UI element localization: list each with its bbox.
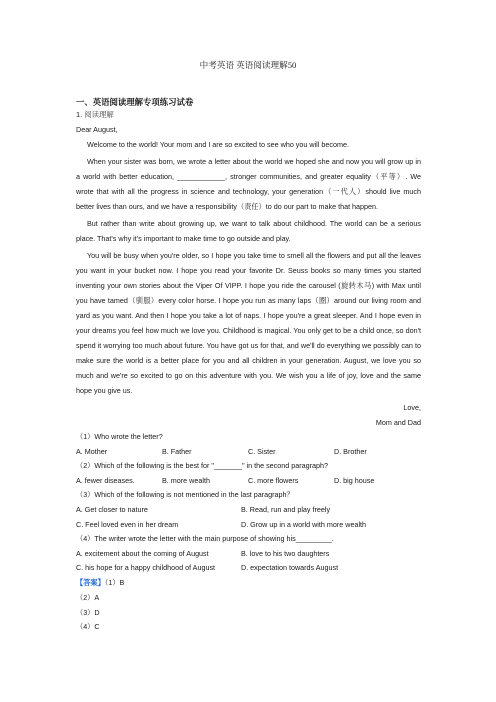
answer-line-1 bbox=[76, 576, 421, 591]
answer-item: （1）B bbox=[104, 577, 125, 587]
answer-item: （3）D bbox=[76, 607, 100, 617]
question-1-options bbox=[76, 445, 421, 460]
option-b: B. Read, run and play freely bbox=[241, 504, 331, 514]
question-4-options-row-1 bbox=[76, 547, 421, 562]
question-4-options-row-2 bbox=[76, 561, 421, 576]
option-a: A. Mother bbox=[76, 446, 108, 456]
question-4-stem: （4）The writer wrote the letter with the main purpose of showing his_________. bbox=[76, 534, 334, 544]
question-3-stem: （3）Which of the following is not mentioned in the last paragraph？ bbox=[76, 490, 294, 500]
question-1-stem: （1）Who wrote the letter? bbox=[76, 431, 163, 441]
option-a: A. fewer diseases. bbox=[76, 475, 135, 485]
question-header bbox=[76, 109, 421, 120]
question-2-options bbox=[76, 474, 421, 489]
question-number: 1. bbox=[76, 110, 83, 120]
option-a: A. Get closer to nature bbox=[76, 504, 148, 514]
letter-greeting: Dear August, bbox=[76, 124, 118, 134]
option-c: C. his hope for a happy childhood of August bbox=[76, 563, 216, 573]
question-3-options-row-2 bbox=[76, 518, 421, 533]
option-d: D. Grow up in a world with more wealth bbox=[241, 519, 367, 529]
question-type: 阅读理解 bbox=[84, 110, 114, 120]
option-d: D. Brother bbox=[334, 446, 367, 456]
option-c: C. more flowers bbox=[248, 475, 299, 485]
document-body bbox=[76, 97, 421, 635]
letter-paragraph-4: You will be busy when you're older, so I hope you take time to smell all the flowers and put all the leaves you want in your bucket now. I hope you read your favorite Dr. Seuss books so many times you started inventing your own stories about the Viper Of VIPP. I hope you ride the carousel (旋转木马) with Max until you have tamed（驯服）every color horse. I hope you run as many laps（圈）around our living room and yard as you want. And then I hope you take a lot of naps. I hope you're a great sleeper. And I hope even in your dreams you feel how much we love you. Childhood is magical. You only get to be a child once, so don't spend it worrying too much about future. You have got us for that, and we'll do everything we possibly can to make sure the world is a better place for you and all children in your generation. August, we love you so much and we're so excited to go on this adventure with you. We wish you a life of joy, love and the same hope you give us. bbox=[76, 250, 421, 395]
option-d: D. big house bbox=[334, 475, 375, 485]
answer-item: （2）A bbox=[76, 592, 100, 602]
letter-paragraph-2: When your sister was born, we wrote a letter about the world we hoped she and now you will grow up in a world with better education, ____________, stronger communities, and greater equality（平等）. We wrote that with all the progress in science and technology, your generation（一代人）should live much better lives than ours, and we have a responsibility（责任）to do our part to make that happen. bbox=[76, 156, 421, 211]
answer-item: （4）C bbox=[76, 622, 100, 632]
question-2-stem: （2）Which of the following is the best for "_______" in the second paragraph? bbox=[76, 461, 329, 471]
page-title: 中考英语 英语阅读理解50 bbox=[199, 60, 297, 70]
option-b: B. Father bbox=[162, 446, 192, 456]
letter-closing: Love, bbox=[403, 402, 421, 412]
option-a: A. excitement about the coming of August bbox=[76, 548, 209, 558]
section-heading: 一、英语阅读理解专项练习试卷 bbox=[76, 97, 194, 107]
option-b: B. love to his two daughters bbox=[241, 548, 330, 558]
option-c: C. Feel loved even in her dream bbox=[76, 519, 179, 529]
option-b: B. more wealth bbox=[162, 475, 210, 485]
question-3-options-row-1 bbox=[76, 503, 421, 518]
letter-paragraph-1: Welcome to the world! Your mom and I are so excited to see who you will become. bbox=[87, 139, 349, 149]
answer-label: 【答案】 bbox=[76, 577, 105, 587]
option-d: D. expectation towards August bbox=[241, 563, 339, 573]
letter-signature: Mom and Dad bbox=[375, 417, 421, 427]
letter-paragraph-3: But rather than write about growing up, we want to talk about childhood. The world can be a serious place. That's why it's important to make time to go outside and play. bbox=[76, 218, 421, 243]
option-c: C. Sister bbox=[248, 446, 276, 456]
